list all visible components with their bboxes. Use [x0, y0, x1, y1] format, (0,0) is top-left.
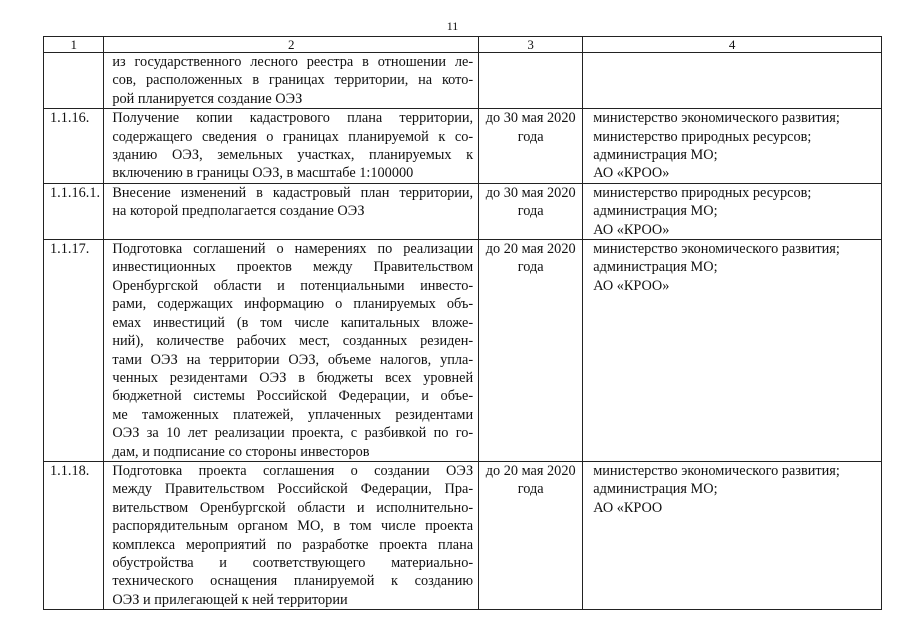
deadline: до 30 мая 2020 года — [479, 183, 583, 239]
table-row — [44, 461, 882, 609]
task-line: Оренбургской области и потенциальными инвесто- — [112, 277, 474, 294]
page-number: 11 — [446, 19, 459, 33]
item-number: 1.1.17. — [44, 240, 104, 462]
task-line: ний), количестве рабочих мест, созданных резиден- — [112, 333, 474, 350]
item-number: 1.1.16.1. — [44, 183, 104, 239]
responsible-executors: министерство экономического развития; администрация МО; АО «КРОО» — [583, 240, 882, 462]
task-line: ченных резидентами ОЭЗ в бюджеты всех уровней — [112, 369, 474, 386]
deadline — [479, 53, 583, 109]
task-line: Подготовка соглашений о намерениях по реализации — [112, 241, 474, 258]
column-number-2: 2 — [104, 37, 479, 53]
task-line: бюджетной системы Российской Федерации, и объе- — [112, 388, 474, 405]
table-row — [44, 53, 882, 109]
task-line: рой планируется создание ОЭЗ — [112, 90, 303, 107]
column-number-3: 3 — [479, 37, 583, 53]
task-line: Получение копии кадастрового плана территории, — [112, 110, 474, 127]
task-line: включению в границы ОЭЗ, в масштабе 1:100000 — [112, 165, 414, 182]
table-row — [44, 183, 882, 239]
task-line: содержащего сведения о границах планируемой к со- — [112, 128, 474, 145]
task-line: ОЭЗ за 10 лет реализации проекта, с разбивкой по го- — [112, 425, 474, 442]
item-number: 1.1.18. — [44, 461, 104, 609]
task-line: ме таможенных платежей, уплаченных резидентами — [112, 406, 474, 423]
column-number-4: 4 — [583, 37, 882, 53]
task-line: на которой предполагается создание ОЭЗ — [112, 203, 365, 220]
task-line: обустройства и соответствующего материально- — [112, 554, 474, 571]
task-line: ОЭЗ и прилегающей к ней территории — [112, 591, 348, 608]
task-line: емах инвестиций (в том числе капитальных вложе- — [112, 314, 474, 331]
task-line: из государственного лесного реестра в отношении ле- — [112, 54, 474, 70]
task-line: между Правительством Российской Федерации, Пра- — [112, 481, 474, 498]
task-line: комплекса мероприятий по разработке проекта плана — [112, 536, 474, 553]
table-row — [44, 240, 882, 462]
task-line: сов, расположенных в границах территории, на кото- — [112, 72, 474, 89]
responsible-executors — [583, 53, 882, 109]
responsible-executors: министерство природных ресурсов; администрация МО; АО «КРОО» — [583, 183, 882, 239]
task-description — [104, 53, 479, 109]
task-description — [104, 183, 479, 239]
task-line: Внесение изменений в кадастровый план территории, — [112, 184, 474, 201]
task-description — [104, 240, 479, 462]
responsible-executors: министерство экономического развития; министерство природных ресурсов; администрация МО; АО «КРОО» — [583, 109, 882, 184]
task-line: технического оснащения планируемой к созданию — [112, 573, 474, 590]
task-description — [104, 109, 479, 184]
task-line: рами, содержащих информацию о планируемых объ- — [112, 296, 474, 313]
task-line: вительством Оренбургской области и исполнительно- — [112, 499, 474, 516]
task-line: Подготовка проекта соглашения о создании ОЭЗ — [112, 462, 474, 479]
responsible-executors: министерство экономического развития; администрация МО; АО «КРОО — [583, 461, 882, 609]
item-number — [44, 53, 104, 109]
table-row — [44, 109, 882, 184]
plan-table — [43, 36, 882, 610]
column-number-1: 1 — [44, 37, 104, 53]
table-header-row — [44, 37, 882, 53]
task-line: распорядительным органом МО, в том числе проекта — [112, 518, 474, 535]
task-line: дам, и подписание со стороны инвесторов — [112, 443, 370, 460]
deadline: до 30 мая 2020 года — [479, 109, 583, 184]
item-number: 1.1.16. — [44, 109, 104, 184]
task-line: тами ОЭЗ на территории ОЭЗ, объеме налогов, упла- — [112, 351, 474, 368]
task-description — [104, 461, 479, 609]
deadline: до 20 мая 2020 года — [479, 461, 583, 609]
task-line: зданию ОЭЗ, земельных участках, планируемых к — [112, 147, 474, 164]
deadline: до 20 мая 2020 года — [479, 240, 583, 462]
task-line: инвестиционных проектов между Правительством — [112, 259, 474, 276]
